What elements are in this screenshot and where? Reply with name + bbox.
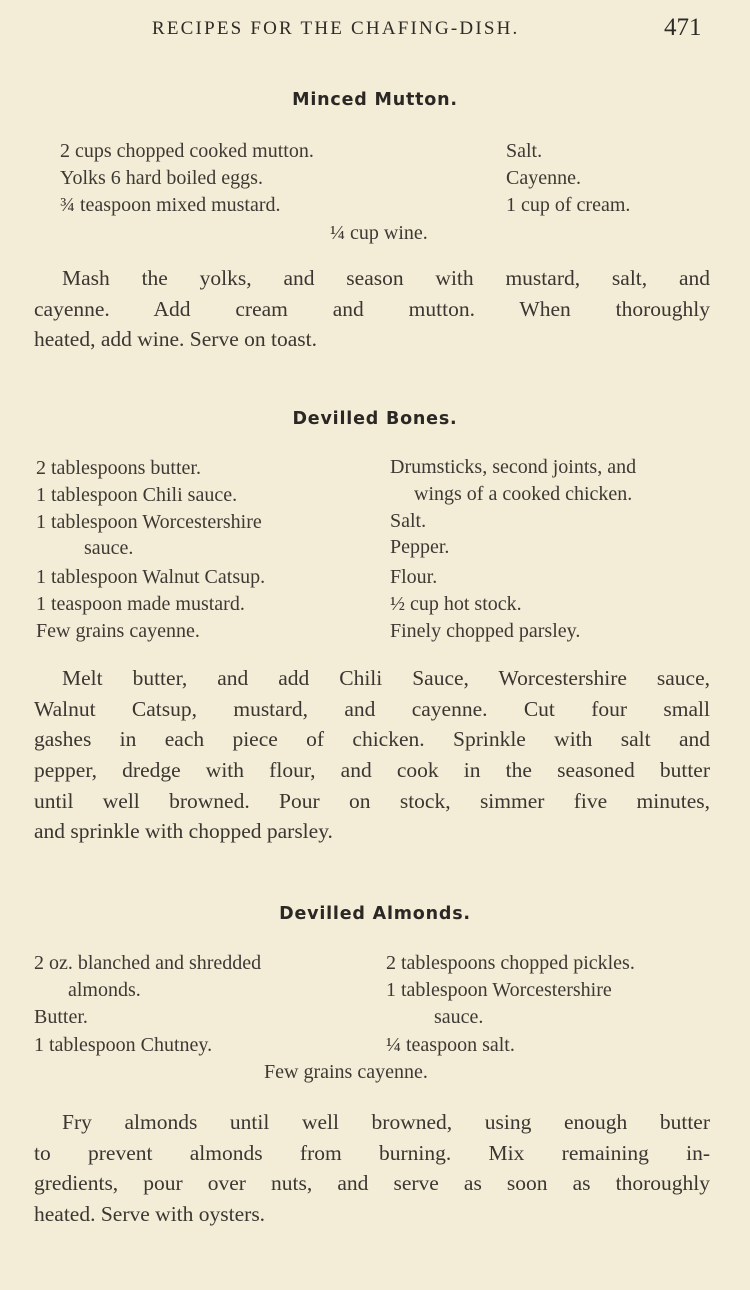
- page-number: 471: [664, 14, 702, 41]
- ingredient: 1 tablespoon Chili sauce.: [36, 484, 238, 506]
- ingredient: 1 tablespoon Walnut Catsup.: [36, 566, 266, 588]
- directions-line: Fry almonds until well browned, using enough butter: [62, 1110, 710, 1134]
- recipe-title: Minced Mutton.: [292, 90, 458, 110]
- ingredient: 1 teaspoon made mustard.: [36, 593, 245, 615]
- directions-line: gashes in each piece of chicken. Sprinkle with salt and: [34, 727, 710, 752]
- directions-line: cayenne. Add cream and mutton. When thoroughly: [34, 296, 710, 321]
- ingredient: Salt.: [390, 510, 427, 532]
- ingredient: ¼ teaspoon salt.: [386, 1034, 515, 1056]
- ingredient: 2 cups chopped cooked mutton.: [60, 140, 314, 162]
- ingredient: Few grains cayenne.: [264, 1061, 428, 1083]
- ingredient: 1 tablespoon Worcestershire: [36, 511, 262, 533]
- directions-line: gredients, pour over nuts, and serve as soon as thoroughly: [34, 1171, 710, 1196]
- ingredient: ½ cup hot stock.: [390, 593, 522, 615]
- ingredient: Few grains cayenne.: [36, 620, 200, 642]
- ingredient: 1 tablespoon Chutney.: [34, 1034, 213, 1056]
- ingredient: Finely chopped parsley.: [390, 620, 581, 642]
- ingredient: 1 cup of cream.: [506, 194, 631, 216]
- ingredient: 2 tablespoons chopped pickles.: [386, 952, 635, 974]
- directions-line: to prevent almonds from burning. Mix remaining in-: [34, 1140, 710, 1165]
- recipe-directions: [34, 1107, 710, 1230]
- ingredient: 2 oz. blanched and shredded: [34, 952, 262, 974]
- directions-line: Walnut Catsup, mustard, and cayenne. Cut four small: [34, 696, 710, 721]
- ingredient: Yolks 6 hard boiled eggs.: [60, 167, 263, 189]
- directions-line: pepper, dredge with flour, and cook in the seasoned butter: [34, 758, 710, 783]
- ingredient: Butter.: [34, 1006, 88, 1028]
- ingredient: Flour.: [390, 566, 438, 588]
- directions-line: heated, add wine. Serve on toast.: [34, 327, 317, 352]
- ingredient: Salt.: [506, 140, 543, 162]
- recipe-title: Devilled Almonds.: [279, 904, 471, 924]
- directions-line: until well browned. Pour on stock, simmer five minutes,: [34, 788, 710, 813]
- ingredient: 2 tablespoons butter.: [36, 457, 201, 479]
- ingredient: Pepper.: [390, 536, 450, 558]
- page-header: [0, 14, 750, 44]
- ingredient: Cayenne.: [506, 167, 581, 189]
- ingredient: sauce.: [434, 1006, 484, 1028]
- recipe-title: Devilled Bones.: [292, 409, 458, 429]
- directions-line: Melt butter, and add Chili Sauce, Worcestershire sauce,: [62, 666, 710, 690]
- running-head: RECIPES FOR THE CHAFING-DISH.: [152, 18, 520, 39]
- ingredient: 1 tablespoon Worcestershire: [386, 979, 612, 1001]
- ingredient: Drumsticks, second joints, and: [390, 456, 637, 478]
- recipe-directions: [34, 663, 710, 847]
- ingredient: almonds.: [68, 979, 141, 1001]
- recipe-directions: [34, 263, 710, 355]
- ingredient: ¼ cup wine.: [330, 222, 428, 244]
- ingredient: wings of a cooked chicken.: [414, 483, 633, 505]
- ingredient: ¾ teaspoon mixed mustard.: [60, 194, 281, 216]
- directions-line: heated. Serve with oysters.: [34, 1202, 266, 1227]
- directions-line: and sprinkle with chopped parsley.: [34, 819, 333, 844]
- ingredient: sauce.: [84, 537, 134, 559]
- directions-line: Mash the yolks, and season with mustard, salt, and: [62, 266, 710, 290]
